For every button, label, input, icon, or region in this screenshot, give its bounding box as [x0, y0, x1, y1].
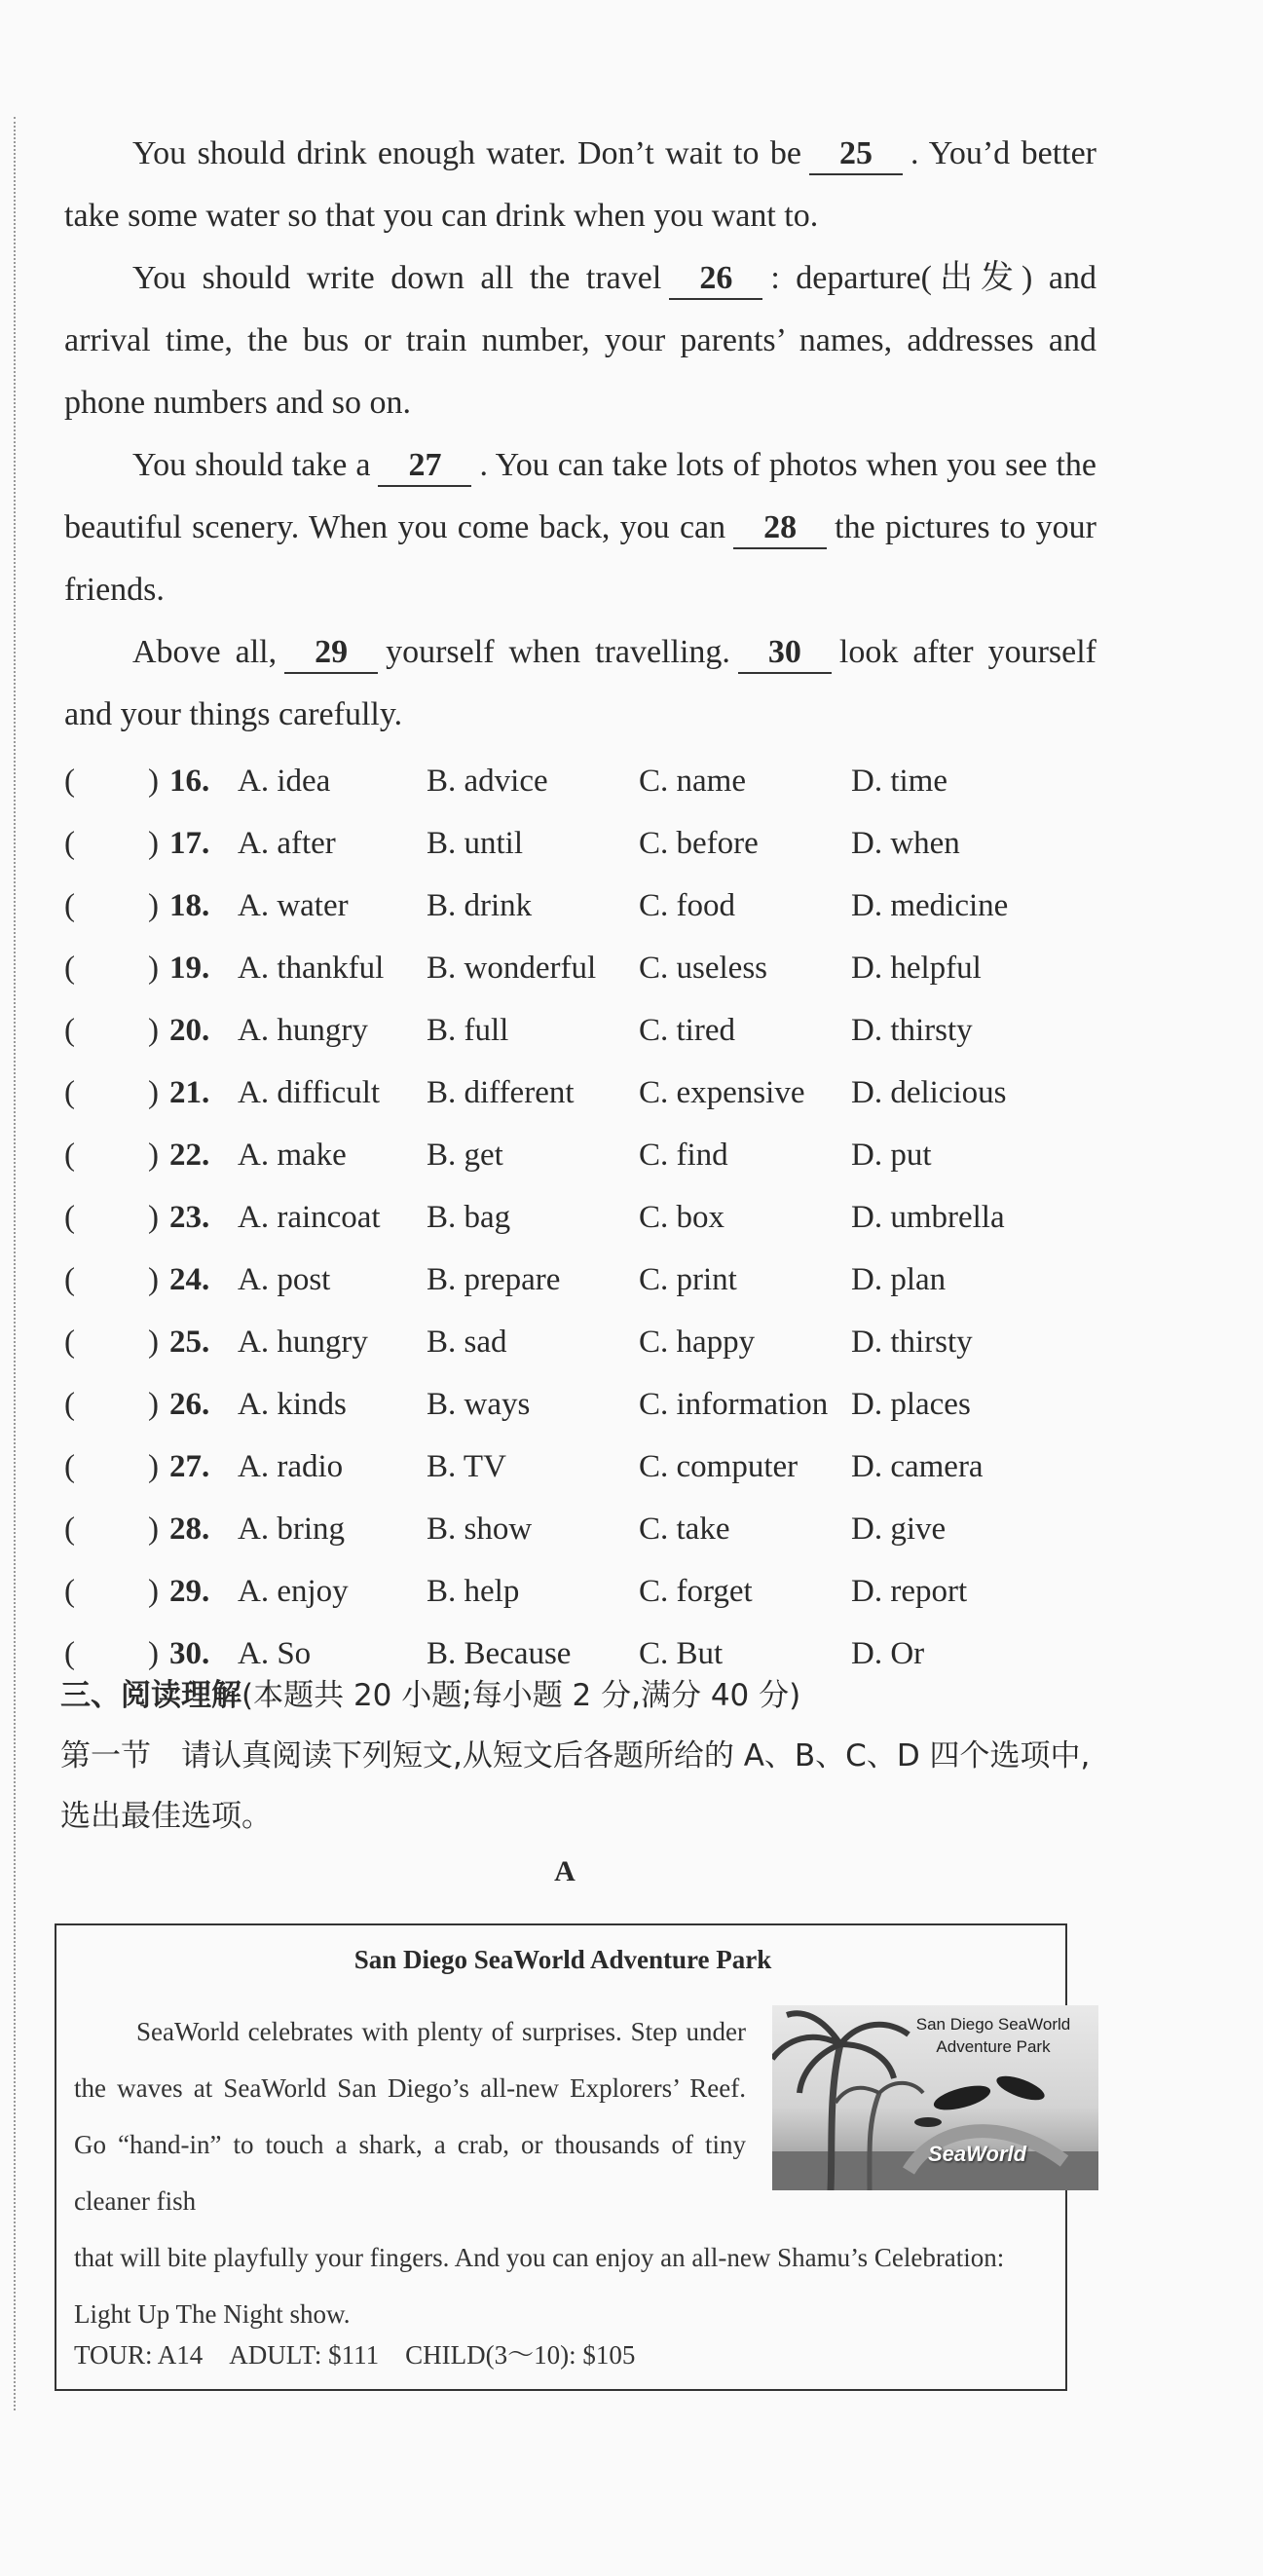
question-number: 20.: [169, 1013, 210, 1048]
option-b: B. help: [427, 1574, 520, 1609]
answer-paren-right: ): [148, 951, 159, 986]
option-b: B. drink: [427, 888, 533, 923]
passage-text: the pictures to your friends.: [64, 509, 1096, 608]
answer-paren-left: (: [64, 1325, 75, 1360]
answer-paren-right: ): [148, 1387, 159, 1422]
option-b: B. TV: [427, 1449, 506, 1484]
question-number: 24.: [169, 1262, 210, 1297]
answer-paren-right: ): [148, 764, 159, 799]
option-c: C. But: [639, 1636, 724, 1671]
passage-paragraph-1: [64, 123, 1096, 247]
answer-paren-left: (: [64, 1138, 75, 1173]
option-d: D. delicious: [851, 1075, 1007, 1110]
passage-paragraph-2: [64, 247, 1096, 434]
answer-paren-right: ): [148, 1449, 159, 1484]
option-c: C. forget: [639, 1574, 753, 1609]
question-number: 23.: [169, 1200, 210, 1235]
passage-paragraph-4: [64, 621, 1096, 746]
option-b: B. show: [427, 1512, 533, 1547]
option-a: A. raincoat: [238, 1200, 381, 1235]
answer-paren-right: ): [148, 888, 159, 923]
answer-paren-left: (: [64, 1449, 75, 1484]
passage-text: : departure(出发) and arrival time, the bus or train number, your parents’ names, addresses and phone numbers and so on.: [64, 260, 1096, 421]
question-row: [64, 1124, 1096, 1186]
option-a: A. difficult: [238, 1075, 381, 1110]
answer-paren-right: ): [148, 1262, 159, 1297]
answer-paren-left: (: [64, 1075, 75, 1110]
blank-28: 28: [733, 508, 827, 549]
option-d: D. when: [851, 826, 960, 861]
question-row: [64, 1311, 1096, 1373]
option-d: D. plan: [851, 1262, 947, 1297]
blank-26: 26: [669, 259, 762, 300]
option-d: D. thirsty: [851, 1325, 973, 1360]
option-d: D. umbrella: [851, 1200, 1005, 1235]
option-c: C. computer: [639, 1449, 799, 1484]
question-row: [64, 1249, 1096, 1311]
option-a: A. post: [238, 1262, 331, 1297]
blank-29: 29: [284, 633, 378, 674]
question-row: [64, 1062, 1096, 1124]
question-row: [64, 1498, 1096, 1560]
passage-text: . You can take lots of photos when you see the beautiful scenery. When you come back, you can: [64, 447, 1097, 545]
passage-text: You should write down all the travel: [132, 260, 662, 296]
blank-25: 25: [809, 134, 903, 175]
answer-paren-left: (: [64, 1013, 75, 1048]
passage-text: Above all,: [132, 634, 278, 670]
blank-30: 30: [738, 633, 832, 674]
option-c: C. useless: [639, 951, 767, 986]
section-3-title: 三、阅读理解: [60, 1678, 241, 1713]
question-number: 26.: [169, 1387, 210, 1422]
question-number: 30.: [169, 1636, 210, 1671]
answer-paren-right: ): [148, 1574, 159, 1609]
option-c: C. information: [639, 1387, 829, 1422]
question-row: [64, 750, 1096, 812]
margin-dotted-line: [14, 117, 16, 2410]
question-number: 16.: [169, 764, 210, 799]
option-d: D. camera: [851, 1449, 984, 1484]
option-d: D. give: [851, 1512, 947, 1547]
option-c: C. find: [639, 1138, 728, 1173]
option-d: D. places: [851, 1387, 971, 1422]
answer-paren-left: (: [64, 951, 75, 986]
answer-paren-right: ): [148, 1138, 159, 1173]
option-d: D. report: [851, 1574, 968, 1609]
option-b: B. full: [427, 1013, 509, 1048]
option-c: C. happy: [639, 1325, 756, 1360]
option-b: B. prepare: [427, 1262, 561, 1297]
ad-tour-prices: TOUR: A14 ADULT: $111 CHILD(3～10): $105: [74, 2340, 636, 2370]
option-d: D. thirsty: [851, 1013, 973, 1048]
ad-title: San Diego SeaWorld Adventure Park: [353, 1945, 772, 1974]
passage-a-label: A: [554, 1855, 576, 1887]
question-row: [64, 875, 1096, 937]
option-c: C. food: [639, 888, 735, 923]
passage-paragraph-3: [64, 434, 1096, 621]
option-b: B. wonderful: [427, 951, 597, 986]
answer-paren-right: ): [148, 1325, 159, 1360]
option-a: A. idea: [238, 764, 331, 799]
answer-paren-right: ): [148, 1512, 159, 1547]
option-d: D. medicine: [851, 888, 1009, 923]
option-c: C. name: [639, 764, 746, 799]
option-d: D. time: [851, 764, 947, 799]
answer-paren-right: ): [148, 1013, 159, 1048]
option-a: A. enjoy: [238, 1574, 349, 1609]
question-row: [64, 812, 1096, 875]
question-number: 21.: [169, 1075, 210, 1110]
option-c: C. expensive: [639, 1075, 805, 1110]
option-d: D. helpful: [851, 951, 982, 986]
option-b: B. different: [427, 1075, 575, 1110]
question-number: 28.: [169, 1512, 210, 1547]
option-b: B. get: [427, 1138, 503, 1173]
section-3-note: (本题共 20 小题;每小题 2 分,满分 40 分): [241, 1678, 801, 1713]
answer-paren-right: ): [148, 1075, 159, 1110]
question-row: [64, 999, 1096, 1062]
option-d: D. Or: [851, 1636, 925, 1671]
option-a: A. So: [238, 1636, 312, 1671]
section-3-part-1-instruction: 第一节 请认真阅读下列短文,从短文后各题所给的 A、B、C、D 四个选项中,选出最佳选项。: [60, 1738, 1091, 1834]
question-number: 17.: [169, 826, 210, 861]
photo-caption: San Diego SeaWorld Adventure Park: [915, 2015, 1071, 2056]
question-number: 18.: [169, 888, 210, 923]
answer-paren-left: (: [64, 888, 75, 923]
answer-paren-right: ): [148, 826, 159, 861]
option-b: B. advice: [427, 764, 548, 799]
option-a: A. water: [238, 888, 349, 923]
section-3-heading: [60, 1665, 1112, 1726]
answer-paren-left: (: [64, 1512, 75, 1547]
option-a: A. bring: [238, 1512, 345, 1547]
question-number: 25.: [169, 1325, 210, 1360]
passage-text: You should drink enough water. Don’t wait to be: [132, 135, 802, 171]
answer-paren-right: ): [148, 1636, 159, 1671]
blank-27: 27: [378, 446, 471, 487]
option-a: A. radio: [238, 1449, 344, 1484]
passage-text: look after yourself and your things carefully.: [64, 634, 1096, 732]
question-row: [64, 1560, 1096, 1623]
option-a: A. thankful: [238, 951, 385, 986]
answer-paren-left: (: [64, 1636, 75, 1671]
question-number: 19.: [169, 951, 210, 986]
option-b: B. bag: [427, 1200, 511, 1235]
question-row: [64, 937, 1096, 999]
seaworld-photo: [772, 2005, 1098, 2190]
seaworld-logo: SeaWorld: [928, 2142, 1027, 2166]
passage-text: You should take a: [132, 447, 371, 483]
question-number: 22.: [169, 1138, 210, 1173]
question-row: [64, 1436, 1096, 1498]
option-c: C. print: [639, 1262, 737, 1297]
answer-paren-left: (: [64, 1574, 75, 1609]
option-b: B. sad: [427, 1325, 507, 1360]
passage-text: . You’d better take some water so that you can drink when you want to.: [64, 135, 1096, 234]
option-c: C. before: [639, 826, 759, 861]
advertisement-box: [55, 1923, 1071, 2391]
answer-paren-left: (: [64, 826, 75, 861]
option-b: B. until: [427, 826, 524, 861]
ad-paragraph-part-2: that will bite playfully your fingers. And you can enjoy an all-new Shamu’s Celebration: Light Up The Night show.: [74, 2243, 1005, 2329]
question-number: 29.: [169, 1574, 210, 1609]
option-b: B. ways: [427, 1387, 531, 1422]
answer-paren-right: ): [148, 1200, 159, 1235]
option-d: D. put: [851, 1138, 932, 1173]
passage-text: yourself when travelling.: [386, 634, 730, 670]
option-c: C. tired: [639, 1013, 735, 1048]
option-c: C. box: [639, 1200, 725, 1235]
option-b: B. Because: [427, 1636, 572, 1671]
option-a: A. hungry: [238, 1013, 368, 1048]
question-row: [64, 1186, 1096, 1249]
option-a: A. hungry: [238, 1325, 368, 1360]
option-a: A. kinds: [238, 1387, 347, 1422]
answer-paren-left: (: [64, 1200, 75, 1235]
option-c: C. take: [639, 1512, 730, 1547]
option-a: A. make: [238, 1138, 347, 1173]
option-a: A. after: [238, 826, 336, 861]
question-number: 27.: [169, 1449, 210, 1484]
answer-paren-left: (: [64, 1262, 75, 1297]
ad-paragraph-part-1: SeaWorld celebrates with plenty of surprises. Step under the waves at SeaWorld San Diego’s all-new Explorers’ Reef. Go “hand-in” to touch a shark, a crab, or thousands of tiny cleaner fish: [74, 2017, 746, 2216]
answer-paren-left: (: [64, 764, 75, 799]
answer-paren-left: (: [64, 1387, 75, 1422]
question-row: [64, 1373, 1096, 1436]
